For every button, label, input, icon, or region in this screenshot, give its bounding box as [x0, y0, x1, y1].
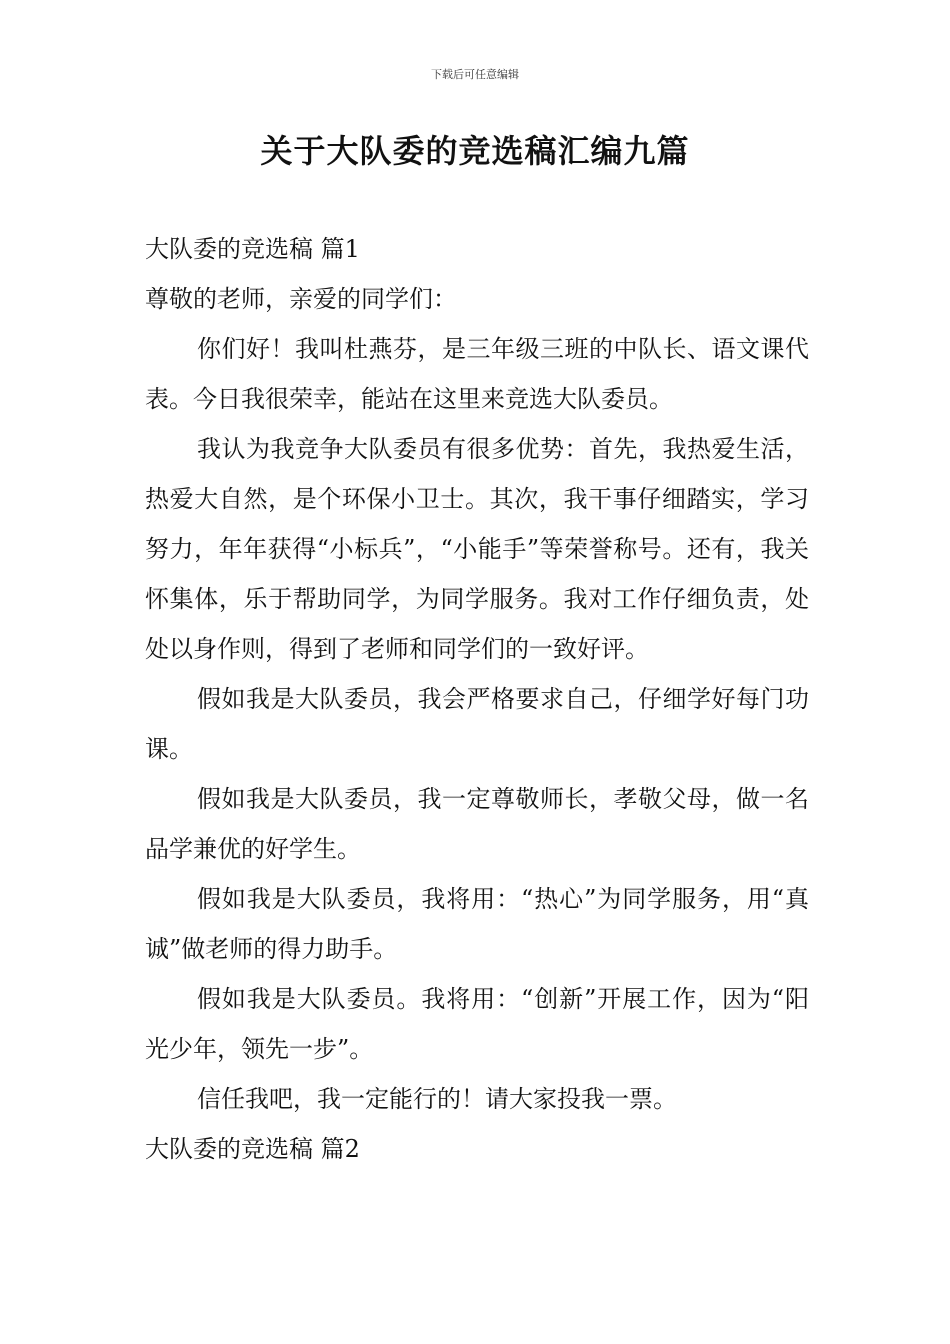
paragraph-promise-service: 假如我是大队委员，我将用：“热心”为同学服务，用“真诚”做老师的得力助手。	[145, 885, 809, 963]
paragraph-greeting: 你们好！我叫杜燕芬，是三年级三班的中队长、语文课代表。今日我很荣幸，能站在这里来竞选大队委员。	[145, 335, 809, 413]
paragraph-promise-study: 假如我是大队委员，我会严格要求自己，仔细学好每门功课。	[145, 685, 809, 763]
paragraph-promise-innovation: 假如我是大队委员。我将用：“创新”开展工作，因为“阳光少年，领先一步”。	[145, 985, 809, 1063]
salutation: 尊敬的老师，亲爱的同学们：	[145, 285, 457, 313]
paragraph-closing: 信任我吧，我一定能行的！请大家投我一票。	[197, 1085, 677, 1113]
paragraph-advantages: 我认为我竞争大队委员有很多优势：首先，我热爱生活，热爱大自然，是个环保小卫士。其次，我干事仔细踏实，学习努力，年年获得“小标兵”，“小能手”等荣誉称号。还有，我关怀集体，乐于帮助同学，为同学服务。我对工作仔细负责，处处以身作则，得到了老师和同学们的一致好评。	[145, 435, 809, 663]
document-title: 关于大队委的竞选稿汇编九篇	[260, 132, 690, 170]
paragraph-promise-respect: 假如我是大队委员，我一定尊敬师长，孝敬父母，做一名品学兼优的好学生。	[145, 785, 809, 863]
section-heading-1: 大队委的竞选稿 篇1	[145, 235, 360, 263]
document-body	[145, 224, 809, 1174]
header-note: 下载后可任意编辑	[431, 68, 519, 81]
section-heading-2: 大队委的竞选稿 篇2	[145, 1135, 360, 1163]
